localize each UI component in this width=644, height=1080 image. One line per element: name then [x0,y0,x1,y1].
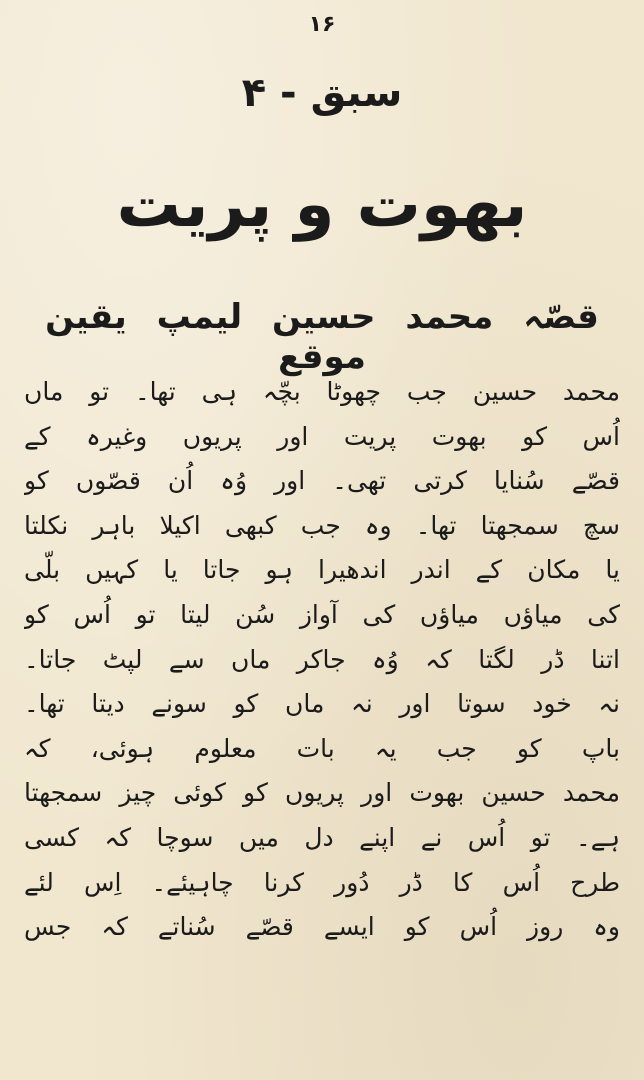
text-line: وہ روز اُس کو ایسے قصّے سُناتے کہ جس [24,912,620,942]
text-line: قصّے سُنایا کرتی تھی۔ اور وُہ اُن قصّوں کو [24,466,620,496]
text-line: ہے۔ تو اُس نے اپنے دل میں سوچا کہ کسی [24,822,620,852]
vocabulary-line [22,296,622,377]
story-body [24,370,620,950]
text-line: کی میاؤں میاؤں کی آواز سُن لیتا تو اُس کو [24,599,620,629]
text-line: نہ خود سوتا اور نہ ماں کو سونے دیتا تھا۔ [24,689,620,719]
text-line: یا مکان کے اندر اندھیرا ہو جاتا یا کہیں بلّی [24,555,620,585]
text-line: اُس کو بھوت پریت اور پریوں وغیرہ کے [24,421,620,451]
vocab-word: محمد حسین [271,297,494,337]
vocab-word: یقین [45,297,127,337]
vocab-word: لیمپ [156,297,243,337]
page-number: ۱۶ [308,12,336,37]
lesson-title: بھوت و پریت [116,168,528,242]
text-line: محمد حسین بھوت اور پریوں کو کوئی چیز سمجھتا [24,778,620,808]
text-line: اتنا ڈر لگتا کہ وُہ جاکر ماں سے لپٹ جاتا۔ [24,644,620,674]
text-line: سچ سمجھتا تھا۔ وہ جب کبھی اکیلا باہر نکلتا [24,510,620,540]
vocab-word: موقع [278,337,366,377]
lesson-label: سبق - ۴ [241,70,403,116]
text-line: طرح اُس کا ڈر دُور کرنا چاہیئے۔ اِس لئے [24,867,620,897]
text-line: محمد حسین جب چھوٹا بچّہ ہی تھا۔ تو ماں [24,377,620,406]
text-line: باپ کو جب یہ بات معلوم ہوئی، کہ [24,733,620,763]
vocab-word: قصّہ [523,297,599,337]
